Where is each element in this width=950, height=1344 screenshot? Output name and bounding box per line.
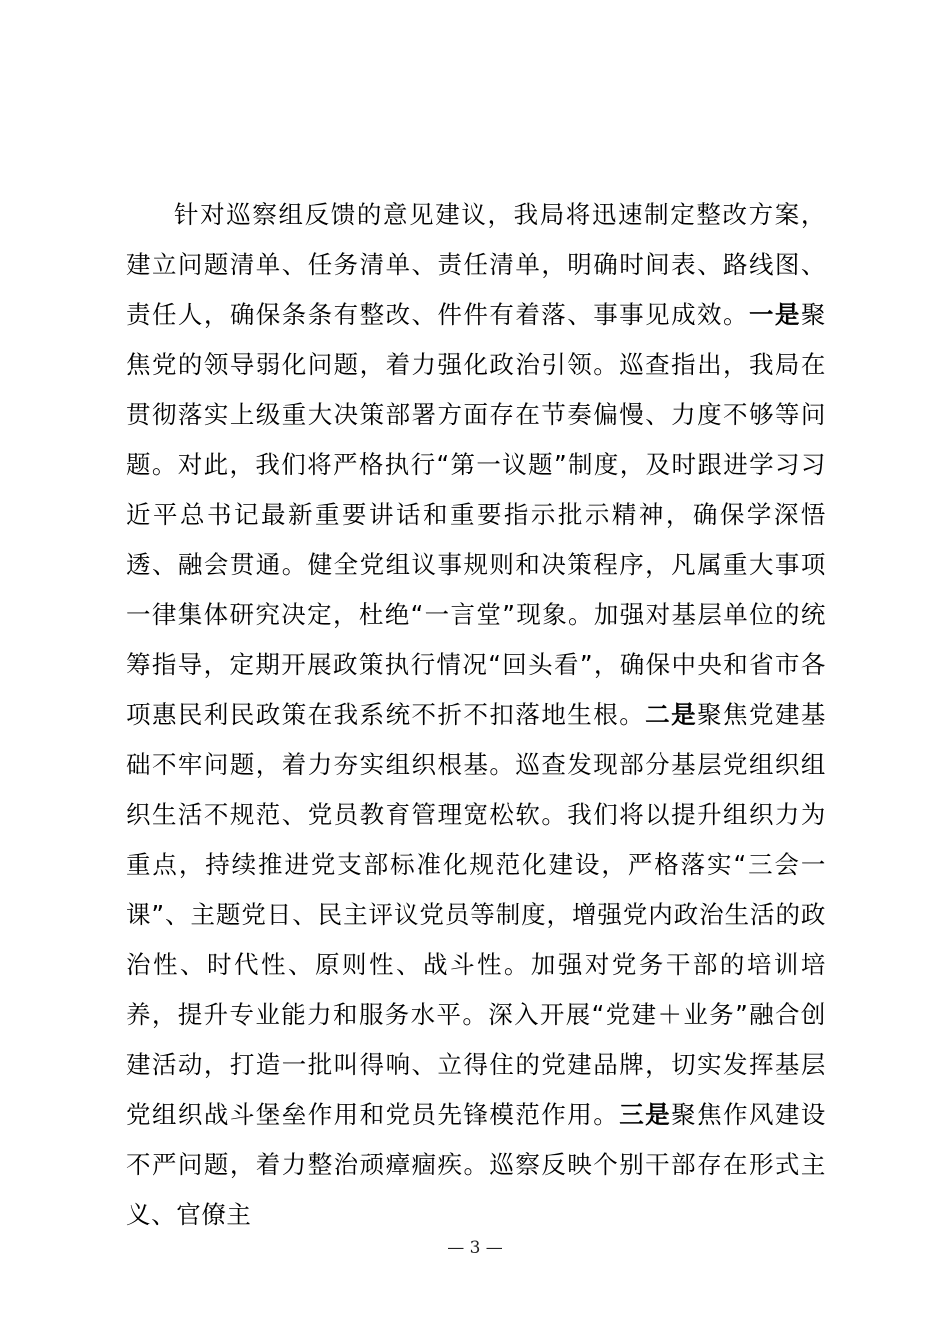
paragraph-intro: 针对巡察组反馈的意见建议，我局将迅速制定整改方案，建立问题清单、任务清单、责任清单，明确时间表、路线图、责任人，确保条条有整改、件件有着落、事事见成效。 — [126, 200, 826, 329]
point-two-text: 聚焦党建基础不牢问题，着力夯实组织根基。巡查发现部分基层党组织组织生活不规范、党员教育管理宽松软。我们将以提升组织力为重点，持续推进党支部标准化规范化建设，严格落实“三会一课”、主题党日、民主评议党员等制度，增强党内政治生活的政治性、时代性、原则性、战斗性。加强对党务干部的培训培养，提升专业能力和服务水平。深入开展“党建＋业务”融合创建活动，打造一批叫得响、立得住的党建品牌，切实发挥基层党组织战斗堡垒作用和党员先锋模范作用。 — [126, 700, 827, 1129]
point-one-text: 聚焦党的领导弱化问题，着力强化政治引领。巡查指出，我局在贯彻落实上级重大决策部署方面存在节奏偏慢、力度不够等问题。对此，我们将严格执行“第一议题”制度，及时跟进学习习近平总书记最新重要讲话和重要指示批示精神，确保学深悟透、融会贯通。健全党组议事规则和决策程序，凡属重大事项一律集体研究决定，杜绝“一言堂”现象。加强对基层单位的统筹指导，定期开展政策执行情况“回头看”，确保中央和省市各项惠民利民政策在我系统不折不扣落地生根。 — [126, 300, 826, 729]
point-three-text: 聚焦作风建设不严问题，着力整治顽瘴痼疾。巡察反映个别干部存在形式主义、官僚主 — [126, 1100, 826, 1229]
point-one-label: 一是 — [748, 300, 801, 329]
point-two-label: 二是 — [645, 700, 698, 729]
page-number: — 3 — — [447, 1238, 503, 1258]
point-three-label: 三是 — [619, 1100, 672, 1129]
body-paragraph — [126, 190, 826, 1240]
